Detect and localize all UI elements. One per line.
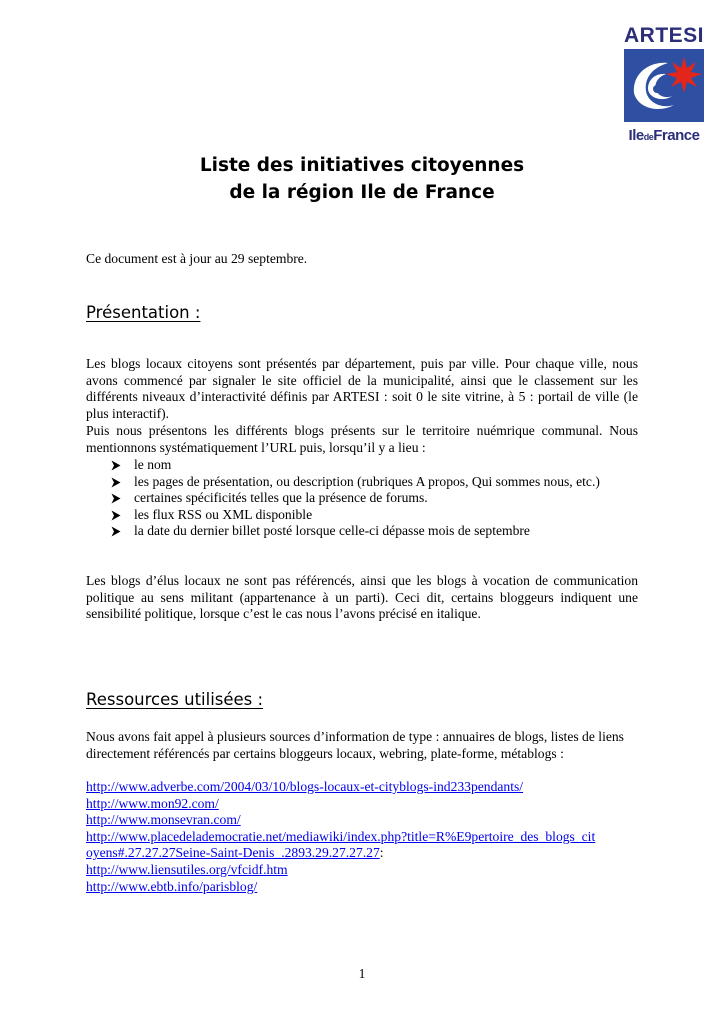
link-ebtb[interactable]: http://www.ebtb.info/parisblog/ xyxy=(86,878,258,894)
list-item: le nom xyxy=(86,457,638,474)
presentation-bullet-list xyxy=(86,457,638,540)
presentation-paragraph-1: Les blogs locaux citoyens sont présentés par département, puis par ville. Pour chaque ville, nous avons commencé par signaler le site officiel de la municipalité, ainsi que le classement sur les différents niveaux d’interactivité définis par ARTESI : soit 0 le site vitrine, à 5 : portail de ville (le plus interactif). xyxy=(86,356,638,421)
arrow-bullet-icon xyxy=(111,510,121,521)
resource-links xyxy=(86,779,646,895)
list-item: certaines spécificités telles que la présence de forums. xyxy=(86,490,638,507)
link-adverbe[interactable]: http://www.adverbe.com/2004/03/10/blogs-locaux-et-cityblogs-ind233pendants/ xyxy=(86,779,524,794)
link-trailing-colon: : xyxy=(379,845,384,861)
arrow-bullet-icon xyxy=(111,493,121,504)
link-mon92[interactable]: http://www.mon92.com/ xyxy=(86,795,219,811)
resources-paragraph: Nous avons fait appel à plusieurs sources d’information de type : annuaires de blogs, listes de liens directement référencés par certains bloggeurs locaux, webring, plate-forme, métablogs : xyxy=(86,729,624,761)
arrow-bullet-icon xyxy=(111,477,121,488)
update-note: Ce document est à jour au 29 septembre. xyxy=(86,251,308,266)
logo-region-name: IledeFrance xyxy=(628,127,700,144)
arrow-bullet-icon xyxy=(111,460,121,471)
link-monsevran[interactable]: http://www.monsevran.com/ xyxy=(86,812,241,828)
link-placedelademocratie-line-1[interactable]: http://www.placedelademocratie.net/mediawiki/index.php?title=R%E9pertoire_des_blogs_cit xyxy=(86,828,596,844)
presentation-heading: Présentation : xyxy=(86,303,201,322)
list-item: les pages de présentation, ou description (rubriques A propos, Qui sommes nous, etc.) xyxy=(86,474,638,491)
link-liensutiles[interactable]: http://www.liensutiles.org/vfcidf.htm xyxy=(86,861,288,877)
presentation-paragraph-3: Les blogs d’élus locaux ne sont pas référencés, ainsi que les blogs à vocation de communication politique au sens militant (appartenance à un parti). Ceci dit, certains bloggeurs indiquent une sensibilité politique, lorsque c’est le cas nous l’avons précisé en italique. xyxy=(86,573,638,622)
list-item: la date du dernier billet posté lorsque celle-ci dépasse mois de septembre xyxy=(86,523,638,540)
logo-swirl-star-emblem xyxy=(624,49,704,122)
title-line-1: Liste des initiatives citoyennes xyxy=(199,155,525,176)
list-item: les flux RSS ou XML disponible xyxy=(86,507,638,524)
document-title xyxy=(86,152,638,206)
resources-heading: Ressources utilisées : xyxy=(86,690,264,709)
title-line-2: de la région Ile de France xyxy=(229,182,495,203)
link-placedelademocratie-line-2[interactable]: oyens#.27.27.27Seine-Saint-Denis_.2893.29.27.27.27 xyxy=(86,845,380,861)
artesi-logo xyxy=(622,26,706,148)
presentation-paragraph-2: Puis nous présentons les différents blogs présents sur le territoire nuémrique communal. Nous mentionnons systématiquement l’URL puis, lorsqu’il y a lieu : xyxy=(86,423,638,455)
page-number: 1 xyxy=(358,966,366,981)
logo-wordmark: ARTESI xyxy=(623,24,704,47)
arrow-bullet-icon xyxy=(111,526,121,537)
